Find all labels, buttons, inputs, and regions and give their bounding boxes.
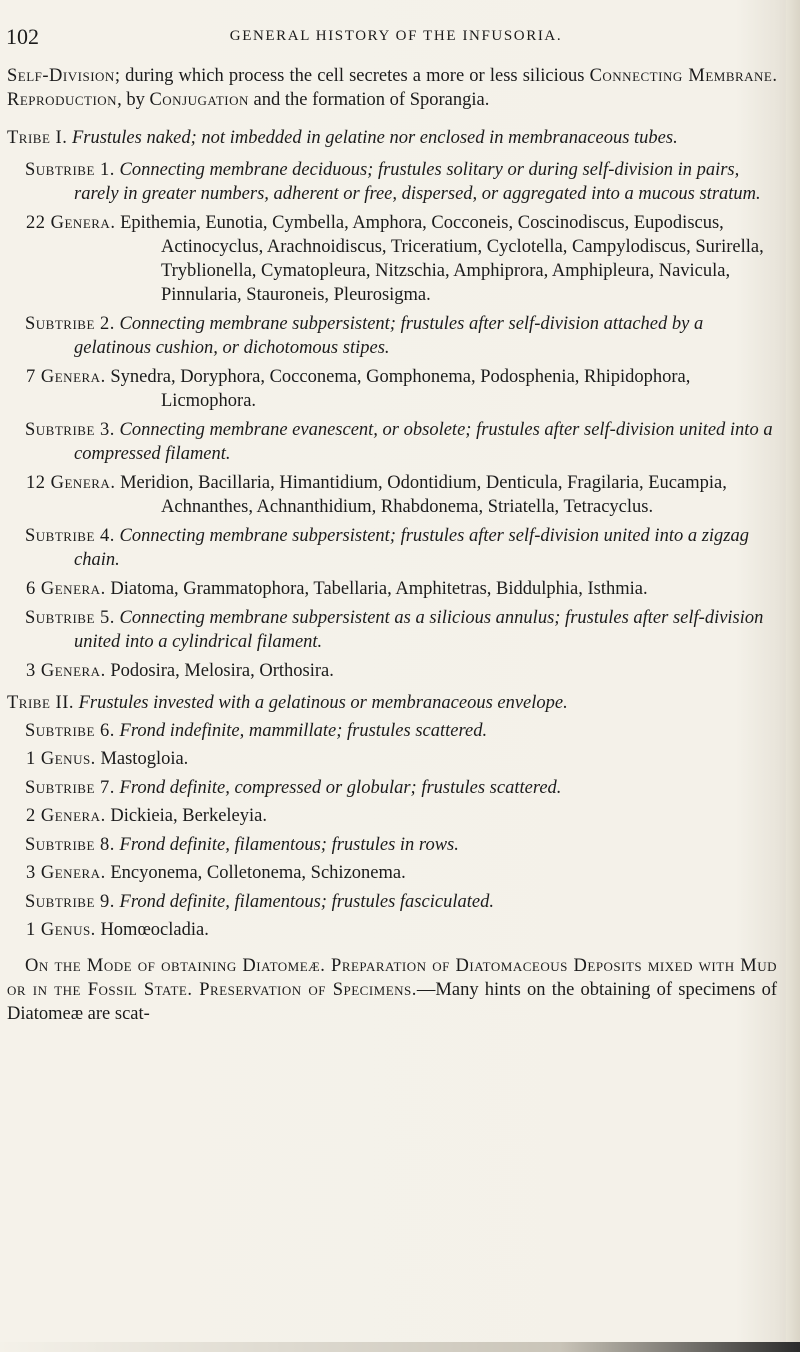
term-conjugation: Conjugation [149, 90, 249, 110]
term-reproduction: Reproduction [7, 90, 118, 110]
page-body [7, 64, 777, 1026]
intro-text: and the formation of Sporangia. [248, 90, 490, 110]
page-number: 102 [6, 24, 39, 49]
subtribe-label: Subtribe 3. [25, 420, 115, 440]
subtribe-label: Subtribe 1. [25, 160, 115, 180]
subtribe-label: Subtribe 9. [25, 892, 115, 912]
genera-label: 6 Genera. [26, 579, 106, 599]
subtribe-description: Frond definite, filamentous; frustules in rows. [119, 835, 459, 855]
page-edge-shadow [786, 0, 800, 1352]
genera-list-4 [7, 577, 777, 601]
genera-names: Encyonema, Colletonema, Schizonema. [110, 863, 406, 883]
genera-list-8 [7, 861, 777, 885]
subtribe-description: Frond definite, compressed or globular; frustules scattered. [119, 778, 562, 798]
genera-names: Podosira, Melosira, Orthosira. [110, 661, 334, 681]
term-connecting-membrane: Connecting Membrane [589, 66, 773, 86]
section-heading: On the Mode of obtaining Diatomeæ. Preparation of Diatomaceous Deposits mixed with Mud or in the Fossil State. Preservation of Specimens. [7, 956, 777, 1000]
subtribe-description: Connecting membrane deciduous; frustules solitary or during self-division in pairs, rarely in greater numbers, adherent or free, dispersed, or aggregated into a mucous stratum. [74, 160, 761, 204]
genera-names: Epithemia, Eunotia, Cymbella, Amphora, Cocconeis, Coscinodiscus, Eupodiscus, Actinocyclus, Arachnoidiscus, Triceratium, Cyclotella, Campylodiscus, Surirella, Tryblionella, Cymatopleura, Nitzschia, Amphiprora, Amphipleura, Navicula, Pinnularia, Stauroneis, Pleurosigma. [120, 213, 764, 305]
genera-list-5 [7, 659, 777, 683]
subtribe-description: Frond indefinite, mammillate; frustules scattered. [119, 721, 488, 741]
genus-label: 1 Genus. [26, 749, 96, 769]
genera-list-7 [7, 804, 777, 828]
genus-list-9 [7, 918, 777, 942]
genera-list-3 [7, 471, 777, 519]
subtribe-label: Subtribe 6. [25, 721, 115, 741]
genera-label: 7 Genera. [26, 367, 106, 387]
subtribe-4 [7, 524, 777, 572]
running-title: GENERAL HISTORY OF THE INFUSORIA. [229, 28, 563, 44]
genera-names: Synedra, Doryphora, Cocconema, Gomphonema, Podosphenia, Rhipidophora, Licmophora. [110, 367, 691, 411]
genera-label: 3 Genera. [26, 863, 106, 883]
intro-text: . [772, 66, 778, 86]
subtribe-description: Connecting membrane subpersistent; frustules after self-division attached by a gelatinous cushion, or dichotomous stipes. [74, 314, 704, 358]
subtribe-label: Subtribe 2. [25, 314, 115, 334]
genera-names: Dickieia, Berkeleyia. [110, 806, 267, 826]
section-mode-of-obtaining [7, 954, 777, 1026]
subtribe-3 [7, 418, 777, 466]
genera-list-2 [7, 365, 777, 413]
subtribe-label: Subtribe 8. [25, 835, 115, 855]
genus-label: 1 Genus. [26, 920, 96, 940]
subtribe-label: Subtribe 7. [25, 778, 115, 798]
genera-label: 22 Genera. [26, 213, 116, 233]
genus-names: Mastogloia. [100, 749, 189, 769]
tribe-label: Tribe II. [7, 693, 74, 713]
subtribe-description: Connecting membrane subpersistent as a silicious annulus; frustules after self-division united into a cylindrical filament. [74, 608, 764, 652]
genera-label: 2 Genera. [26, 806, 106, 826]
page-header [6, 24, 786, 54]
subtribe-9 [7, 890, 777, 914]
subtribe-description: Frond definite, filamentous; frustules fasciculated. [119, 892, 494, 912]
subtribe-7 [7, 776, 777, 800]
intro-text: , by [117, 90, 150, 110]
genera-label: 12 Genera. [26, 473, 116, 493]
subtribe-description: Connecting membrane subpersistent; frustules after self-division united into a zigzag chain. [74, 526, 750, 570]
subtribe-5 [7, 606, 777, 654]
genus-list-6 [7, 747, 777, 771]
tribe-2 [7, 691, 777, 715]
genera-names: Diatoma, Grammatophora, Tabellaria, Amphitetras, Biddulphia, Isthmia. [110, 579, 648, 599]
genera-list-1 [7, 211, 777, 307]
intro-text: ; during which process the cell secretes a more or less silicious [114, 66, 590, 86]
term-self-division: Self-Division [7, 66, 115, 86]
intro-paragraph [7, 64, 777, 112]
section-text: —Many hints on the obtaining of specimens of Diatomeæ are scat- [7, 980, 777, 1024]
subtribe-1 [7, 158, 777, 206]
subtribe-description: Connecting membrane evanescent, or obsolete; frustules after self-division united into a compressed filament. [74, 420, 773, 464]
page-bottom-edge [0, 1342, 800, 1352]
tribe-description: Frustules naked; not imbedded in gelatine nor enclosed in membranaceous tubes. [71, 128, 678, 148]
subtribe-label: Subtribe 4. [25, 526, 115, 546]
genus-names: Homœocladia. [100, 920, 209, 940]
subtribe-label: Subtribe 5. [25, 608, 115, 628]
genera-label: 3 Genera. [26, 661, 106, 681]
tribe-description: Frustules invested with a gelatinous or membranaceous envelope. [78, 693, 568, 713]
tribe-label: Tribe I. [7, 128, 68, 148]
tribe-1 [7, 126, 777, 150]
subtribe-8 [7, 833, 777, 857]
genera-names: Meridion, Bacillaria, Himantidium, Odontidium, Denticula, Fragilaria, Eucampia, Achnanthes, Achnanthidium, Rhabdonema, Striatella, Tetracyclus. [120, 473, 727, 517]
subtribe-2 [7, 312, 777, 360]
subtribe-6 [7, 719, 777, 743]
